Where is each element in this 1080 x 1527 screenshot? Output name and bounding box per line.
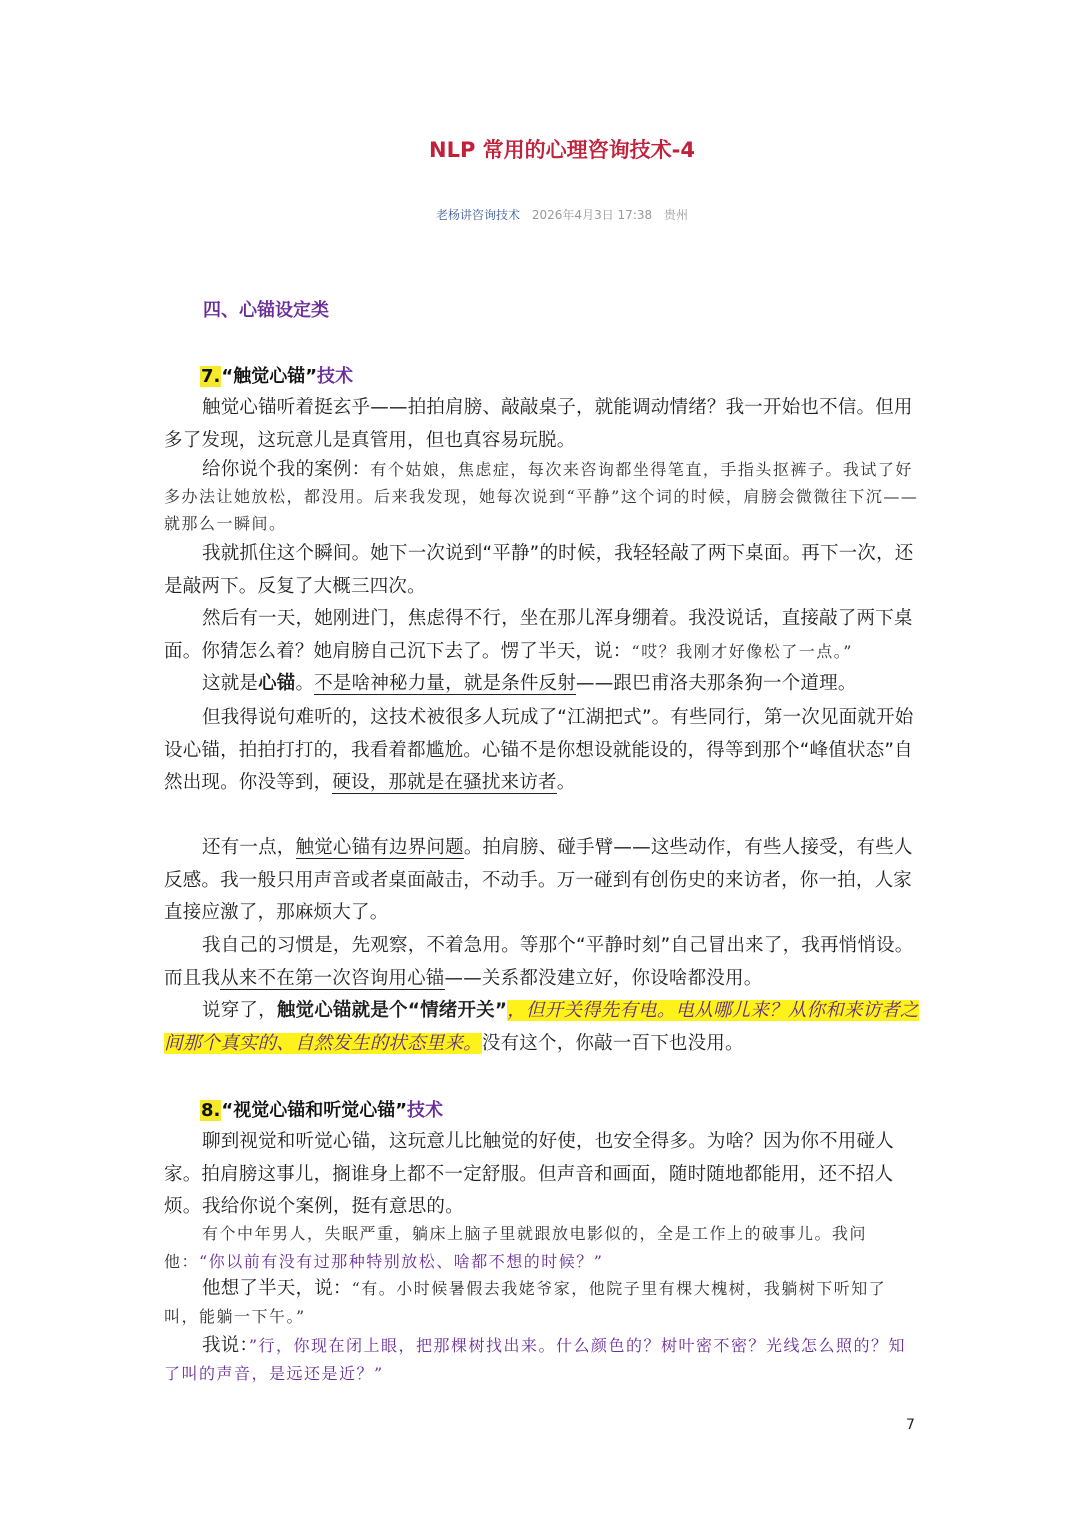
- subheading-7: [200, 362, 353, 388]
- paragraph-4-text: 然后有一天，她刚进门，焦虑得不行，坐在那儿浑身绷着。我没说话，直接敲了两下桌面。你猜怎么着？她肩膀自己沉下去了。愣了半天，说：: [164, 608, 913, 662]
- counselor-instruction: ”行，你现在闭上眼，把那棵树找出来。什么颜色的？树叶密不密？光线怎么照的？知了叫的声音，是远还是近？”: [164, 1336, 907, 1383]
- paragraph-7-c: 。拍肩膀、碰手臂——这些动作，有些人接受，有些人反感。我一般只用声音或者桌面敲击，不动手。万一碰到有创伤史的来访者，你一拍，人家直接应激了，那麻烦大了。: [164, 837, 913, 923]
- case-handwriting: 有个姑娘，焦虑症，每次来咨询都坐得笔直，手指头抠裤子。我试了好多办法让她放松，都没用。后来我发现，她每次说到“平静”这个词的时候，肩膀会微微往下沉——就那么一瞬间。: [164, 460, 919, 533]
- case-handwriting-2: 有个中年男人，失眠严重，躺床上脑子里就跟放电影似的，全是工作上的破事儿。我问他：: [164, 1224, 868, 1271]
- subheading-name: “触觉心锚”: [221, 366, 318, 387]
- author-name[interactable]: 老杨讲咨询技术: [436, 208, 521, 222]
- paragraph-5-bold: 心锚: [258, 673, 296, 694]
- paragraph-5: [164, 668, 920, 701]
- publish-location: 贵州: [663, 208, 688, 222]
- paragraph-1: 触觉心锚听着挺玄乎——拍拍肩膀、敲敲桌子，就能调动情绪？我一开始也不信。但用多了发现，这玩意儿是真管用，但也真容易玩脱。: [164, 397, 913, 451]
- paragraph-8-a: 我自己的习惯是，先观察，不着急用。等那个“平静时刻”自己冒出来了，我再悄悄设。而且我: [164, 935, 914, 989]
- article-title: NLP 常用的心理咨询技术-4: [429, 138, 695, 162]
- publish-date: 2026年4月3日 17:38: [531, 208, 653, 222]
- subheading-name: “视觉心锚和听觉心锚”: [221, 1100, 408, 1121]
- paragraph-7-underline: 触觉心锚有边界问题: [295, 837, 464, 858]
- paragraph-3: 我就抓住这个瞬间。她下一次说到“平静”的时候，我轻轻敲了两下桌面。再下一次，还是敲两下。反复了大概三四次。: [164, 543, 914, 597]
- paragraph-7: [164, 832, 920, 930]
- paragraph-9-bold: 触觉心锚就是个“情绪开关”: [276, 1000, 508, 1021]
- client-quote: “哎？我刚才好像松了一点。”: [631, 641, 853, 661]
- paragraph-14-a: 我说：: [202, 1335, 249, 1356]
- paragraph-6-a: 但我得说句难听的，这技术被很多人玩成了“江湖把式”。有些同行，第一次见面就开始设心锚，拍拍打打的，我看着都尴尬。心锚不是你想设就能设的，得等到那个“峰值状态”自然出现。你没等到，: [164, 707, 914, 793]
- paragraph-5-a: 这就是: [202, 673, 259, 694]
- paragraph-8-c: ——关系都没建立好，你设啥都没用。: [444, 967, 763, 989]
- paragraph-5-c: 。: [295, 673, 315, 694]
- subheading-suffix: 技术: [407, 1100, 444, 1121]
- article-meta: [0, 206, 1080, 223]
- paragraph-6-underline: 硬设，那就是在骚扰来访者: [332, 772, 557, 793]
- subheading-number: 8.: [201, 1100, 221, 1121]
- paragraph-11: 我给你说个案例，挺有意思的。: [202, 1196, 464, 1217]
- paragraph-2-lead: 给你说个我的案例：: [202, 459, 371, 480]
- paragraph-8-underline: 从来不在第一次咨询用心锚: [220, 967, 445, 989]
- counselor-question: “你以前有没有过那种特别放松、啥都不想的时候？”: [199, 1252, 604, 1271]
- highlighted-sentence: ，但开关得先有电。电从哪儿来？从你和来访者之间那个真实的、自然发生的状态里来。: [164, 1000, 919, 1054]
- subheading-suffix: 技术: [317, 366, 354, 387]
- paragraph-13: [164, 1275, 920, 1331]
- paragraph-6: [164, 702, 920, 800]
- paragraph-7-a: 还有一点，: [202, 837, 296, 858]
- paragraph-5-d: ——跟巴甫洛夫那条狗一个道理。: [576, 673, 857, 694]
- paragraph-13-a: 他想了半天，说：: [202, 1278, 352, 1299]
- page-number: 7: [906, 1417, 915, 1433]
- paragraph-8: [164, 930, 920, 995]
- section-heading: 四、心锚设定类: [203, 300, 329, 321]
- subheading-8: [200, 1096, 443, 1122]
- paragraph-14: [164, 1332, 920, 1388]
- paragraph-4: [164, 603, 920, 668]
- paragraph-2: [164, 456, 920, 537]
- client-answer: “有。小时候暑假去我姥爷家，他院子里有棵大槐树，我躺树下听知了叫，能躺一下午。”: [164, 1279, 887, 1326]
- paragraph-6-c: 。: [556, 772, 576, 793]
- paragraph-5-underline: 不是啥神秘力量，就是条件反射: [314, 673, 577, 694]
- paragraph-9: [164, 995, 920, 1060]
- paragraph-9-a: 说穿了，: [202, 1000, 277, 1021]
- subheading-number: 7.: [201, 366, 221, 387]
- paragraph-12: [164, 1220, 920, 1276]
- paragraph-10: 聊到视觉和听觉心锚，这玩意儿比触觉的好使，也安全得多。为啥？因为你不用碰人家。拍肩膀这事儿，搁谁身上都不一定舒服。但声音和画面，随时随地都能用，还不招人烦。: [164, 1131, 894, 1217]
- paragraph-9-c: 没有这个，你敲一百下也没用。: [481, 1032, 744, 1054]
